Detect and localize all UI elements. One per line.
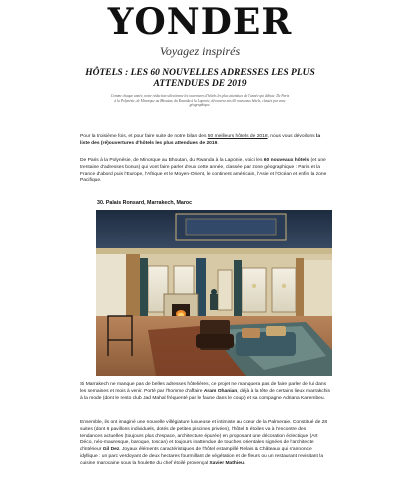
- brand-logo[interactable]: YONDER: [107, 1, 293, 43]
- paragraph-text: Pour la troisième fois, et pour faire suite de notre bilan des: [80, 134, 208, 139]
- paragraph-bold-text: la liste des (ré)ouvertures d'hôtels les plus attendues de 2019: [80, 134, 321, 146]
- paragraph-bold-text: 60 nouveaux hôtels: [263, 158, 310, 163]
- paragraph-bold-text: Gil Dez: [102, 447, 120, 453]
- paragraph-text: .: [217, 140, 219, 146]
- best-hotels-2018-link[interactable]: 50 meilleurs hôtels de 2018: [207, 134, 268, 139]
- paragraph-text: (et une trentaine d'adresses bonus) qui vont faire parler d'eux cette année, classée par zone géographique : Paris et la France d'abord puis l'Europe, l'Afrique et le Moyen-Orient, le continent américain, l'Asie et l'Océan et enfin la zone Pacifique.: [80, 158, 327, 184]
- paragraph-text: Ensemble, ils ont imaginé une nouvelle villégiature luxueuse et intimiste au cœur de la Palmeraie. Constitué de 28 suites (dont 6 pavillons individuels, dotés de petites piscines privées), l'hôtel 5 étoiles va à l'encontre des tendances actuelles (toujours plus d'espace, architecture épurée) en proposant une décoration éclectique (Art Déco, néo-mauresque, baroque, toscan) et toujours inattendue de touches orientales signées de l'architecte d'intérieur: [80, 420, 328, 453]
- paragraph-text: . Joyaux éléments caractéristiques de l'hôtel estampillé Relais & Châteaux qui s'annonce idyllique : un parc verdoyant de deux hectares fourmillant de végétation et de fleurs ou un restaurant revisitant la cuisine marocaine sous la houlette du chef étoilé provençal: [80, 447, 324, 466]
- article-headline: HÔTELS : LES 60 NOUVELLES ADRESSES LES PLUS ATTENDUES DE 2019: [85, 68, 315, 89]
- paragraph-hotel-intro: [80, 382, 330, 402]
- paragraph-text: Si Marrakech ne manque pas de belles adresses hôtelières, ce projet ne manquera pas de faire parler de lui dans les semaines et mois à venir. Porté par l'homme d'affaire: [80, 382, 327, 394]
- paragraph-text: De Paris à la Polynésie, de Minorque au Bhoutan, du Rwanda à la Laponie, voici les: [80, 158, 264, 163]
- paragraph-text: .: [243, 460, 246, 466]
- brand-tagline: Voyagez inspirés: [159, 44, 241, 58]
- paragraph-bold-text: Xavier Mathieu: [209, 460, 244, 466]
- hotel-caption: 30. Palais Ronsard, Marrakech, Maroc: [97, 200, 193, 206]
- paragraph-text: , nous vous dévoilons: [267, 134, 316, 139]
- paragraph-bold-text: Aram Ohanian: [203, 388, 238, 394]
- paragraph-regions: [80, 158, 330, 185]
- hotel-photo: [96, 210, 332, 376]
- paragraph-text: , déjà à la tête de certains lieux marrakchis à la mode (dont le resto club Jad Mahal fréquenté par le faune dans le coup) et sa compagne Adriana Karembeu.: [80, 388, 330, 401]
- paragraph-hotel-details: [80, 420, 330, 468]
- paragraph-intro-list: [80, 134, 330, 148]
- article-intro: Comme chaque année, notre rédaction sélectionne les ouvertures d'hôtels les plus attendues de l'année qui débute. De Paris à la Polynésie, de Minorque au Bhoutan, du Rwanda à la Laponie, découvrez nos 60 nouveaux hôtels, classés par zone géographique.: [110, 94, 290, 108]
